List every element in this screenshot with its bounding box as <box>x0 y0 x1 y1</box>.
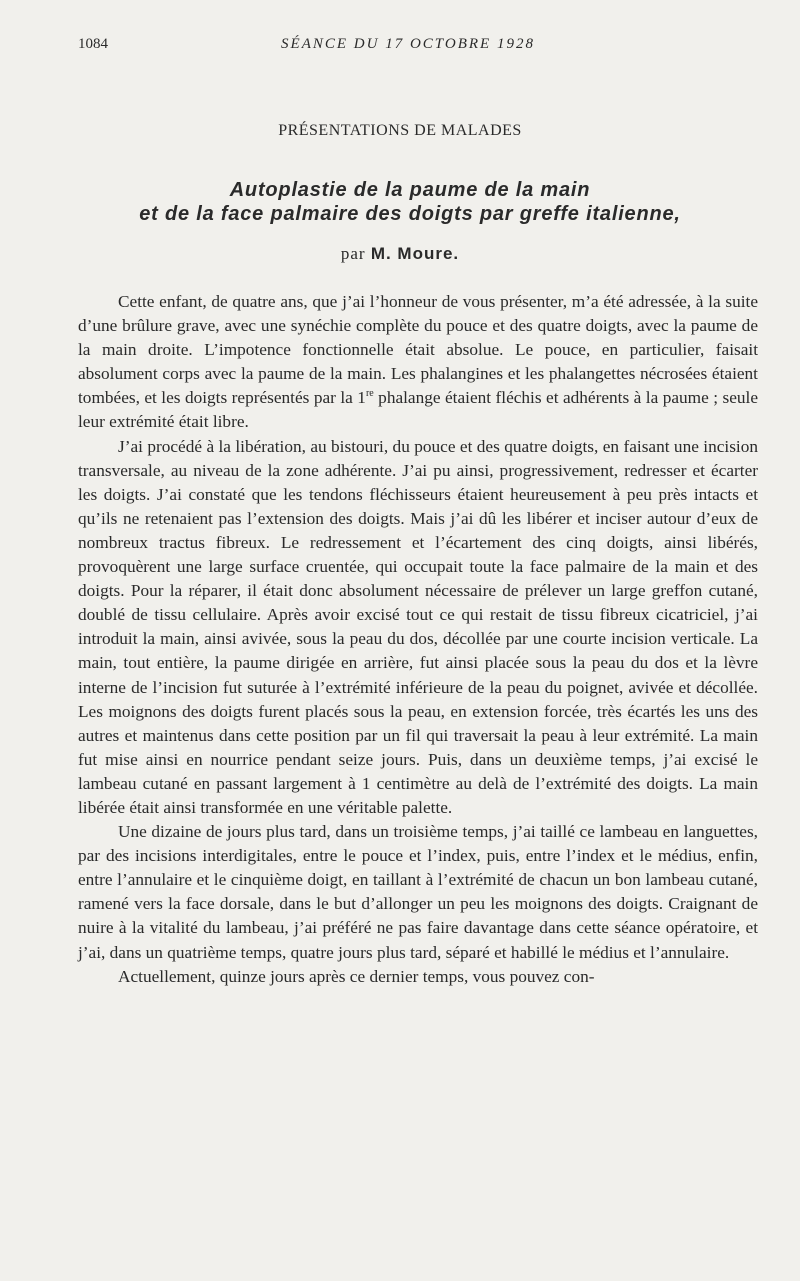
paragraph-2: J’ai procédé à la libération, au bistouri, du pouce et des quatre doigts, en faisant une incision transversale, au niveau de la zone adhérente. J’ai pu ainsi, progressivement, redresser et écarter les doigts. J’ai constaté que les tendons fléchisseurs étaient heureusement à peu près intacts et qu’ils ne retenaient pas l’extension des doigts. Mais j’ai dû les libérer et inciser autour d’eux de nombreux tractus fibreux. Le redressement et l’écartement des cinq doigts, ainsi libérés, provoquèrent une large surface cruentée, qui occupait toute la face palmaire de la main et des doigts. Pour la réparer, il était donc absolument nécessaire de prélever un large greffon cutané, doublé de tissu cellulaire. Après avoir excisé tout ce qui restait de tissu fibreux cicatriciel, j’ai introduit la main, ainsi avivée, sous la peau du dos, décollée par une courte incision verticale. La main, tout entière, la paume dirigée en arrière, fut ainsi placée sous la peau du dos et la lèvre interne de l’incision fut suturée à l’extrémité inférieure de la peau du poignet, avivée et décollée. Les moignons des doigts furent placés sous la peau, en extension forcée, très écartés les uns des autres et maintenus dans cette position par un fil qui traversait la peau à leur extrémité. La main fut mise ainsi en nourrice pendant seize jours. Puis, dans un deuxième temps, j’ai excisé le lambeau cutané en passant largement à 1 centimètre au delà de l’extrémité des doigts. La main libérée était ainsi transformée en une véritable palette. <box>78 436 758 817</box>
article-title-line-2: et de la face palmaire des doigts par greffe italienne, <box>139 203 681 225</box>
page-header <box>78 36 738 58</box>
paragraph-1 <box>78 290 758 435</box>
paragraph-1-part-b: phalange étaient fléchis et adhérents à la paume ; seule leur extrémité était libre. <box>78 388 758 432</box>
paragraph-3: Une dizaine de jours plus tard, dans un troisième temps, j’ai taillé ce lambeau en languettes, par des incisions interdigitales, entre le pouce et l’index, puis, entre l’index et le médius, enfin, entre l’annulaire et le cinquième doigt, en taillant à l’extrémité de chacun un bon lambeau cutané, ramené vers la face dorsale, dans le but d’allonger un peu les moignons des doigts. Craignant de nuire à la vitalité du lambeau, j’ai préféré ne pas faire davantage dans cette séance opératoire, et j’ai, dans un quatrième temps, quatre jours plus tard, séparé et habillé le médius et l’annulaire. <box>78 822 758 962</box>
byline-prefix: par <box>340 244 366 263</box>
ordinal-superscript: re <box>365 388 374 400</box>
article-body <box>78 290 758 989</box>
article-title <box>60 178 760 226</box>
section-title: PRÉSENTATIONS DE MALADES <box>278 122 522 139</box>
article-title-line-1: Autoplastie de la paume de la main <box>229 179 591 201</box>
author-name: M. Moure. <box>370 244 460 263</box>
page-number: 1084 <box>78 36 108 52</box>
running-head: SÉANCE DU 17 OCTOBRE 1928 <box>281 36 535 52</box>
paragraph-1-part-a: Cette enfant, de quatre ans, que j’ai l’honneur de vous présenter, m’a été adressée, à la suite d’une brûlure grave, avec une synéchie complète du pouce et des quatre doigts, avec la paume de la main droite. L’impotence fonctionnelle était absolue. Le pouce, en particulier, faisait absolument corps avec la paume de la main. Les phalangines et les phalangettes nécrosées étaient tombées, et les doigts représentés par la 1 <box>78 292 758 408</box>
paragraph-4: Actuellement, quinze jours après ce dernier temps, vous pouvez con- <box>118 966 595 986</box>
byline <box>0 244 800 264</box>
